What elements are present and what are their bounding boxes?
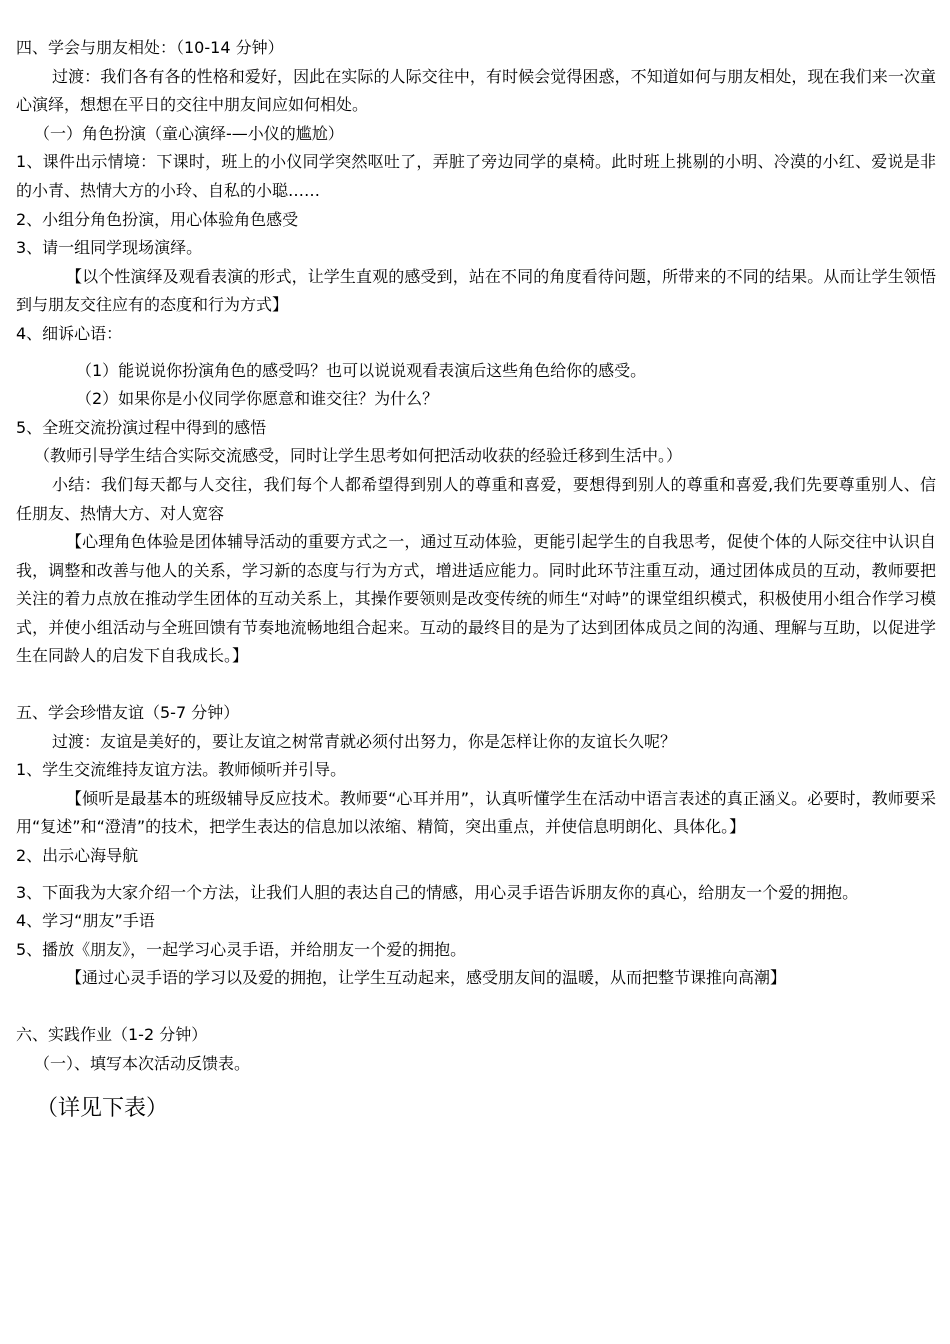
section-4-design-note-2: 【心理角色体验是团体辅导活动的重要方式之一，通过互动体验，更能引起学生的自我思考，促使个体的人际交往中认识自我，调整和改善与他人的关系，学习新的态度与行为方式，增进适应能力。同时此环节注重互动，通过团体成员的互动，教师要把关注的着力点放在推动学生团体的互动关系上，其操作要领则是改变传统的师生“对峙”的课堂组织模式，积极使用小组合作学习模式，并使小组活动与全班回馈有节奏地流畅地组合起来。互动的最终目的是为了达到团体成员之间的沟通、理解与互助，以促进学生在同龄人的启发下自我成长。】 (16, 532, 936, 666)
section-4-heading: 四、学会与朋友相处：（10-14 分钟） (16, 38, 284, 57)
section-4-item-3: 3、请一组同学现场演绎。 (16, 238, 203, 258)
section-4-transition: 过渡：我们各有各的性格和爱好，因此在实际的人际交往中，有时候会觉得困惑，不知道如何与朋友相处，现在我们来一次童心演绎，想想在平日的交往中朋友间应如何相处。 (16, 66, 936, 115)
section-4-question-2: （2）如果你是小仪同学你愿意和谁交往？为什么？ (76, 389, 439, 409)
section-6-subheading-feedback: （一）、填写本次活动反馈表。 (34, 1053, 251, 1073)
section-4-item-1: 1、课件出示情境：下课时，班上的小仪同学突然呕吐了，弄脏了旁边同学的桌椅。此时班上挑剔的小明、冷漠的小红、爱说是非的小青、热情大方的小玲、自私的小聪…… (16, 152, 936, 200)
section-5-item-1: 1、学生交流维持友谊方法。教师倾听并引导。 (16, 760, 347, 780)
section-4-item-2: 2、小组分角色扮演，用心体验角色感受 (16, 209, 299, 229)
section-4-subheading-role-play: （一）角色扮演（童心演绎-—小仪的尴尬） (34, 123, 344, 143)
document-page (16, 34, 936, 1126)
section-4-design-note-1: 【以个性演绎及观看表演的形式，让学生直观的感受到，站在不同的角度看待问题，所带来的不同的结果。从而让学生领悟到与朋友交往应有的态度和行为方式】 (16, 266, 936, 315)
section-4-teacher-guide: （教师引导学生结合实际交流感受，同时让学生思考如何把活动收获的经验迁移到生活中。） (34, 446, 683, 466)
section-5-transition: 过渡：友谊是美好的，要让友谊之树常青就必须付出努力，你是怎样让你的友谊长久呢？ (52, 731, 677, 751)
section-5-item-3: 3、下面我为大家介绍一个方法，让我们人胆的表达自己的情感，用心灵手语告诉朋友你的真心，给朋友一个爱的拥抱。 (16, 882, 859, 902)
section-6-heading: 六、实践作业（1-2 分钟） (16, 1025, 208, 1044)
section-5-design-note-1: 【倾听是最基本的班级辅导反应技术。教师要“心耳并用”，认真听懂学生在活动中语言表述的真正涵义。必要时，教师要采用“复述”和“澄清”的技术，把学生表达的信息加以浓缩、精简，突出重点，并使信息明朗化、具体化。】 (16, 788, 936, 837)
section-4-summary: 小结：我们每天都与人交往，我们每个人都希望得到别人的尊重和喜爱，要想得到别人的尊重和喜爱,我们先要尊重别人、信任朋友、热情大方、对人宽容 (16, 474, 936, 523)
section-5-heading: 五、学会珍惜友谊（5-7 分钟） (16, 703, 240, 723)
section-4-question-1: （1）能说说你扮演角色的感受吗？也可以说说观看表演后这些角色给你的感受。 (76, 360, 647, 380)
section-4-item-4: 4、细诉心语： (16, 323, 123, 343)
section-5-design-note-2: 【通过心灵手语的学习以及爱的拥抱，让学生互动起来，感受朋友间的温暖，从而把整节课推向高潮】 (66, 968, 787, 988)
section-5-item-5: 5、播放《朋友》，一起学习心灵手语，并给朋友一个爱的拥抱。 (16, 939, 467, 959)
section-4-item-5: 5、全班交流扮演过程中得到的感悟 (16, 417, 267, 437)
see-table-below-note: （详见下表） (36, 1096, 169, 1122)
section-5-item-4: 4、学习“朋友”手语 (16, 911, 155, 931)
section-5-item-2: 2、出示心海导航 (16, 846, 139, 866)
